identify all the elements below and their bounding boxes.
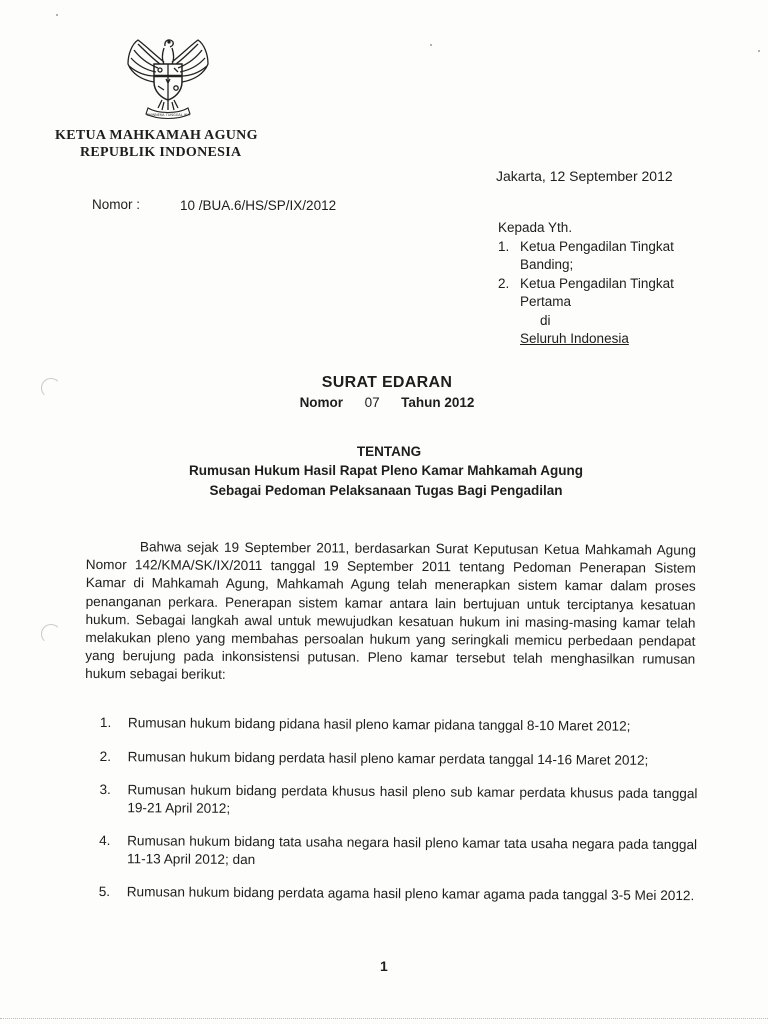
subject-line2: Sebagai Pedoman Pelaksanaan Tugas Bagi Pengadilan bbox=[209, 483, 563, 498]
scan-speck bbox=[56, 14, 58, 16]
punch-hole-mark bbox=[41, 378, 61, 398]
punch-hole-mark bbox=[41, 624, 61, 644]
document-number-value: 07 bbox=[364, 395, 380, 410]
svg-text:BHINNEKA TUNGGAL IKA: BHINNEKA TUNGGAL IKA bbox=[146, 113, 190, 117]
recipient-item bbox=[498, 275, 674, 294]
recipient-number: 1. bbox=[498, 238, 510, 254]
list-item-number: 2. bbox=[99, 748, 112, 764]
list-item-number: 3. bbox=[99, 781, 111, 798]
list-item-text: Rumusan hukum bidang perdata khusus hasil pleno sub kamar perdata khusus pada tanggal 19-21 April 2012; bbox=[127, 782, 698, 816]
letter-number-label: Nomor : bbox=[92, 197, 141, 212]
recipient-line1: Ketua Pengadilan Tingkat bbox=[520, 238, 674, 254]
scan-speck bbox=[758, 50, 760, 52]
recipient-number: 2. bbox=[498, 275, 510, 291]
tentang-heading: TENTANG bbox=[356, 444, 422, 459]
recipients-di: di bbox=[540, 312, 551, 328]
institution-line1: KETUA MAHKAMAH AGUNG bbox=[55, 128, 258, 143]
list-item bbox=[100, 714, 698, 736]
letter-number bbox=[92, 197, 337, 213]
recipients-location: Seluruh Indonesia bbox=[520, 331, 629, 346]
document-number-label: Nomor bbox=[299, 395, 344, 410]
body-paragraph-text: Bahwa sejak 19 September 2011, berdasarkan Surat Keputusan Ketua Mahkamah Agung Nomor 142/KMA/SK/IX/2011 tanggal 19 September 2011 tentang Pedoman Penerapan Sistem Kamar di Mahkamah Agung, Mahkamah Agung telah menerapkan sistem kamar dalam proses penanganan perkara. Penerapan sistem kamar antara lain bertujuan untuk terciptanya kesatuan hukum. Sebagai langkah awal untuk mewujudkan kesatuan hukum ini masing-masing kamar telah melakukan pleno yang membahas persoalan hukum yang seringkali memicu perbedaan pendapat yang berujung pada inkonsistensi putusan. Pleno kamar tersebut telah menghasilkan rumusan hukum sebagai berikut: bbox=[85, 539, 696, 683]
list-item bbox=[100, 747, 698, 769]
document-title: SURAT EDARAN bbox=[321, 374, 453, 391]
recipient-line2: Banding; bbox=[520, 257, 574, 272]
recipient-line1: Ketua Pengadilan Tingkat bbox=[520, 275, 674, 291]
garuda-pancasila-emblem-icon bbox=[118, 32, 218, 120]
page-number: 1 bbox=[380, 958, 388, 974]
recipient-line2: Pertama bbox=[520, 294, 572, 309]
scan-speck bbox=[430, 44, 432, 46]
list-item-text: Rumusan hukum bidang perdata agama hasil pleno kamar agama pada tanggal 3-5 Mei 2012. bbox=[126, 884, 695, 904]
recipient-item bbox=[498, 238, 674, 257]
subject-line1: Rumusan Hukum Hasil Rapat Pleno Kamar Mahkamah Agung bbox=[188, 463, 584, 478]
rumusan-list bbox=[99, 714, 698, 921]
recipients-block bbox=[498, 219, 674, 349]
institution-line2: REPUBLIK INDONESIA bbox=[80, 145, 242, 160]
letter-number-value: 10 /BUA.6/HS/SP/IX/2012 bbox=[180, 198, 337, 213]
list-item-number: 1. bbox=[99, 715, 112, 731]
list-item bbox=[99, 832, 697, 871]
list-item-number: 4. bbox=[99, 832, 111, 849]
document-number-line bbox=[0, 395, 768, 410]
list-item bbox=[99, 781, 697, 820]
list-item-text: Rumusan hukum bidang perdata hasil pleno kamar perdata tanggal 14-16 Maret 2012; bbox=[127, 748, 649, 768]
body-paragraph bbox=[85, 538, 696, 687]
list-item-text: Rumusan hukum bidang pidana hasil pleno kamar pidana tanggal 8-10 Maret 2012; bbox=[127, 715, 631, 734]
page-bottom-edge bbox=[0, 1018, 768, 1024]
document-year: Tahun 2012 bbox=[401, 395, 475, 410]
list-item-text: Rumusan hukum bidang tata usaha negara hasil pleno kamar tata usaha negara pada tanggal 11-13 April 2012; dan bbox=[126, 833, 698, 867]
recipients-intro: Kepada Yth. bbox=[498, 220, 573, 235]
list-item-number: 5. bbox=[98, 883, 111, 900]
letter-date: Jakarta, 12 September 2012 bbox=[496, 168, 673, 184]
list-item bbox=[99, 883, 697, 905]
